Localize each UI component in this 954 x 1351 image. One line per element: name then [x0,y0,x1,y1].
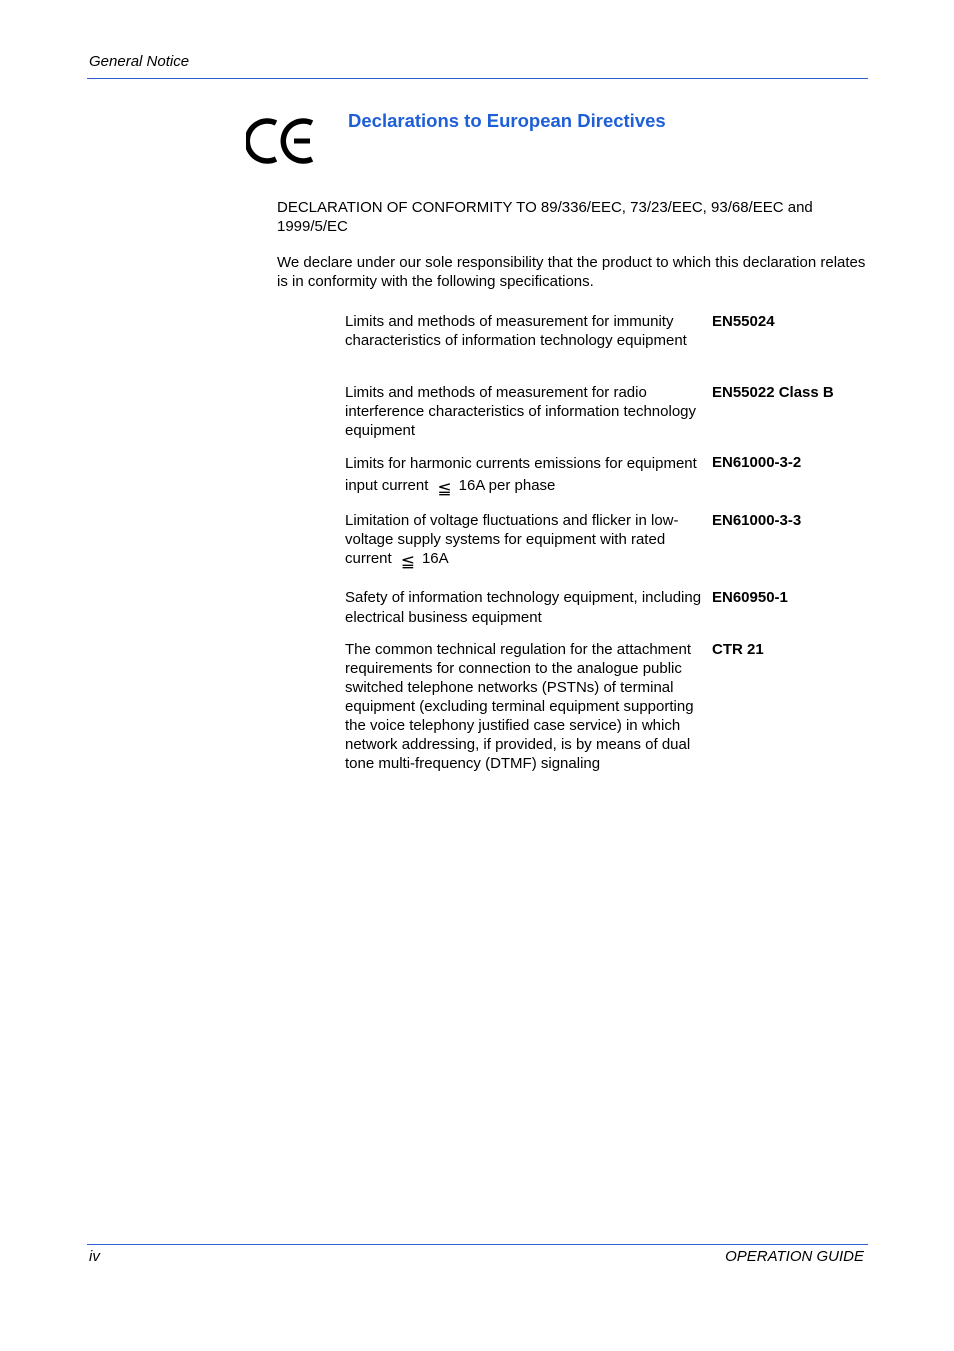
guide-name: OPERATION GUIDE [725,1248,864,1265]
running-header: General Notice [89,53,190,70]
declaration-text: DECLARATION OF CONFORMITY TO 89/336/EEC, 73/23/EEC, 93/68/EEC and 1999/5/EC [277,199,813,235]
responsibility-statement: We declare under our sole responsibility that the product to which this declaration relates is in conformity with the following specifications. [277,254,866,290]
ce-mark-icon [246,113,320,169]
spec-description-text: Limitation of voltage fluctuations and flicker in low-voltage supply systems for equipment with rated current [345,512,679,567]
spec-standard-code: EN55024 [712,313,775,330]
less-equal-symbol: ≦ [437,479,452,498]
spec-standard-code: CTR 21 [712,641,764,658]
spec-description-limit: 16A [421,550,449,567]
less-equal-symbol: ≦ [400,552,415,571]
page-number: iv [89,1248,100,1265]
spec-standard-code: EN61000-3-2 [712,454,802,471]
spec-description: Limits and methods of measurement for immunity characteristics of information technology equipment [345,313,687,349]
spec-description: Safety of information technology equipment, including electrical business equipment [345,589,702,626]
spec-description-limit: 16A per phase [458,477,556,494]
header-rule [87,78,868,79]
spec-description-text: Limits for harmonic currents emissions for equipment input current [345,455,697,494]
spec-standard-code: EN60950-1 [712,589,788,606]
spec-description [345,511,705,569]
footer-rule [87,1244,868,1245]
spec-description: The common technical regulation for the attachment requirements for connection to the analogue public switched telephone networks (PSTNs) of terminal equipment (excluding terminal equipment supporting the voice telephony justified case service) in which network addressing, if provided, is by means of dual tone multi-frequency (DTMF) signaling [345,641,694,772]
spec-standard-code: EN61000-3-3 [712,512,802,529]
spec-description [345,453,705,497]
section-title: Declarations to European Directives [348,110,666,131]
spec-description: Limits and methods of measurement for radio interference characteristics of information technology equipment [345,384,697,439]
spec-standard-code: EN55022 Class B [712,384,834,401]
